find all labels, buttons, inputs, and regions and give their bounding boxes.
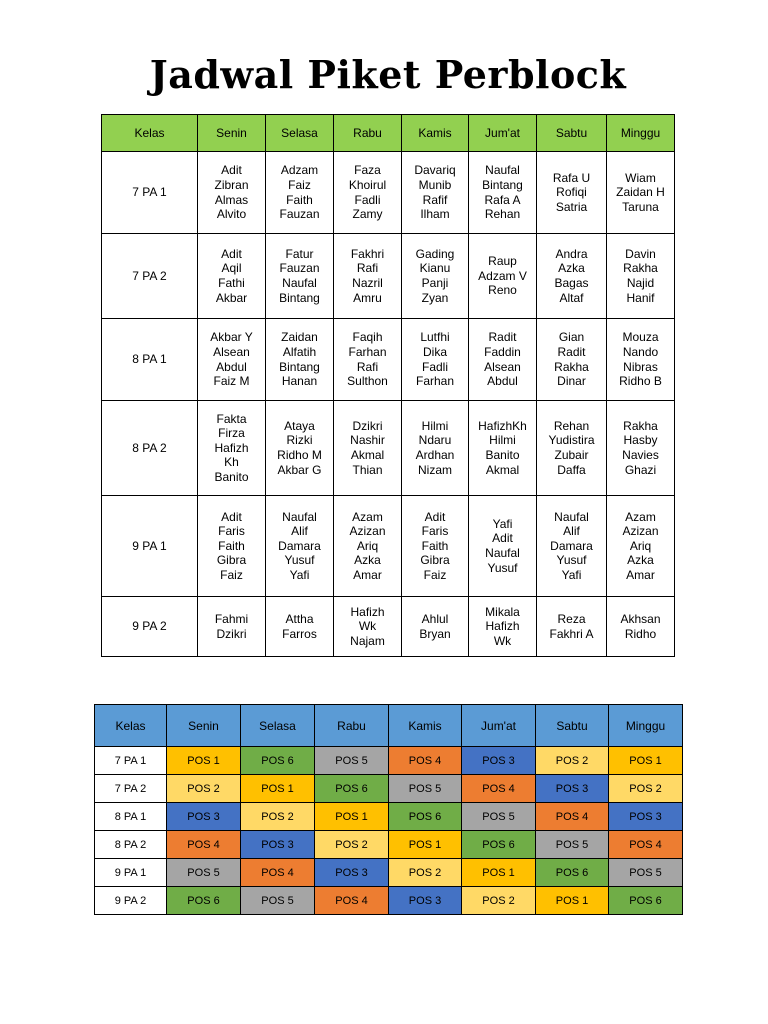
pos-cell: POS 6 xyxy=(241,747,315,775)
student-name: Rafif xyxy=(422,192,448,207)
column-header-selasa: Selasa xyxy=(266,115,334,152)
student-name: Rakha xyxy=(554,359,589,374)
column-header-minggu: Minggu xyxy=(607,115,675,152)
column-header-rabu: Rabu xyxy=(315,705,389,747)
student-name: Faith xyxy=(218,538,245,553)
student-name: Almas xyxy=(214,192,249,207)
student-name: Faith xyxy=(286,192,313,207)
student-name: Hanan xyxy=(281,374,318,389)
student-name: Alsean xyxy=(484,359,521,374)
student-name: Ataya xyxy=(284,418,315,433)
pos-cell: POS 3 xyxy=(462,747,536,775)
student-name: Akbar G xyxy=(277,462,322,477)
pos-cell: POS 1 xyxy=(167,747,241,775)
student-name: Raup xyxy=(488,254,517,269)
student-name: Gading xyxy=(415,246,455,261)
pos-cell: POS 2 xyxy=(167,775,241,803)
student-name: Kh xyxy=(224,455,239,470)
student-name: Hafizh xyxy=(214,440,249,455)
student-name: Adit xyxy=(221,246,242,261)
student-name: Azka xyxy=(558,261,585,276)
student-name: Dzikri xyxy=(216,626,247,641)
student-name: Damara xyxy=(278,538,321,553)
pos-cell: POS 1 xyxy=(315,803,389,831)
student-name: Faris xyxy=(218,524,245,539)
pos-cell: POS 2 xyxy=(462,887,536,915)
table-row xyxy=(102,597,675,657)
student-name: Adit xyxy=(221,509,242,524)
pos-cell: POS 2 xyxy=(315,831,389,859)
kelas-cell: 7 PA 2 xyxy=(95,775,167,803)
column-header-kelas: Kelas xyxy=(95,705,167,747)
student-name: Farhan xyxy=(348,344,387,359)
names-cell xyxy=(469,234,537,319)
page-title: Jadwal Piket Perblock xyxy=(149,52,627,97)
student-name: Fadli xyxy=(354,192,381,207)
pos-cell: POS 1 xyxy=(241,775,315,803)
student-name: Yafi xyxy=(561,567,582,582)
names-cell xyxy=(266,597,334,657)
student-name: Zaidan xyxy=(281,330,318,345)
student-name: Akhsan xyxy=(620,611,661,626)
student-name: Rehan xyxy=(553,418,590,433)
names-cell xyxy=(537,152,607,234)
pos-cell: POS 4 xyxy=(241,859,315,887)
student-name: Azizan xyxy=(349,524,386,539)
pos-cell: POS 4 xyxy=(315,887,389,915)
student-name: Ghazi xyxy=(624,462,657,477)
kelas-cell: 9 PA 1 xyxy=(102,496,198,597)
names-cell xyxy=(198,152,266,234)
student-name: Andra xyxy=(555,246,588,261)
student-name: Rafi xyxy=(356,261,379,276)
pos-cell: POS 5 xyxy=(609,859,683,887)
names-cell xyxy=(198,234,266,319)
table-row xyxy=(95,747,683,775)
student-name: Daffa xyxy=(557,462,586,477)
pos-cell: POS 3 xyxy=(241,831,315,859)
student-name: Azka xyxy=(354,553,381,568)
student-name: Davariq xyxy=(414,163,456,178)
student-name: Nibras xyxy=(623,359,658,374)
student-name: Attha xyxy=(285,611,314,626)
pos-cell: POS 1 xyxy=(462,859,536,887)
student-name: Reza xyxy=(557,611,586,626)
column-header-senin: Senin xyxy=(167,705,241,747)
column-header-kamis: Kamis xyxy=(402,115,469,152)
kelas-cell: 9 PA 2 xyxy=(102,597,198,657)
pos-cell: POS 3 xyxy=(167,803,241,831)
student-name: Najam xyxy=(350,633,385,648)
student-name: Banito xyxy=(214,469,249,484)
names-cell xyxy=(266,319,334,401)
student-name: Faiz M xyxy=(213,374,250,389)
student-name: Ahlul xyxy=(421,611,449,626)
student-name: Zibran xyxy=(214,177,249,192)
names-cell xyxy=(402,319,469,401)
pos-cell: POS 1 xyxy=(389,831,462,859)
student-name: Fahmi xyxy=(214,611,249,626)
pos-cell: POS 4 xyxy=(167,831,241,859)
student-name: Dzikri xyxy=(352,418,383,433)
student-name: Farhan xyxy=(415,374,455,389)
student-name: Faqih xyxy=(352,330,383,345)
student-name: Taruna xyxy=(622,199,659,214)
names-cell xyxy=(469,152,537,234)
names-cell xyxy=(334,496,402,597)
student-name: Fadli xyxy=(421,359,448,374)
student-name: Nashir xyxy=(350,433,385,448)
student-name: Reno xyxy=(488,283,517,298)
student-name: Faiz xyxy=(288,177,311,192)
student-name: Panji xyxy=(421,276,449,290)
pos-cell: POS 5 xyxy=(462,803,536,831)
student-name: Hafizh xyxy=(485,619,520,634)
pos-cell: POS 4 xyxy=(609,831,683,859)
student-name: Davin xyxy=(625,246,656,261)
student-name: Yafi xyxy=(289,567,310,582)
student-name: Nazril xyxy=(352,276,383,290)
kelas-cell: 8 PA 2 xyxy=(95,831,167,859)
student-name: Yafi xyxy=(492,516,513,531)
student-name: Dika xyxy=(422,344,447,359)
column-header-kamis: Kamis xyxy=(389,705,462,747)
pos-cell: POS 3 xyxy=(609,803,683,831)
student-name: Zubair xyxy=(554,448,589,462)
pos-cell: POS 6 xyxy=(609,887,683,915)
names-cell xyxy=(537,597,607,657)
student-name: Yudistira xyxy=(548,433,595,448)
names-cell xyxy=(469,319,537,401)
student-name: Rakha xyxy=(623,261,658,276)
kelas-cell: 7 PA 1 xyxy=(102,152,198,234)
student-name: Alfatih xyxy=(282,344,317,359)
pos-cell: POS 2 xyxy=(241,803,315,831)
names-cell xyxy=(607,234,675,319)
names-cell xyxy=(402,401,469,496)
student-name: Hilmi xyxy=(421,418,449,433)
student-name: Fauzan xyxy=(279,207,320,222)
piket-pos-table xyxy=(94,704,683,915)
student-name: Yusuf xyxy=(556,553,587,568)
kelas-cell: 7 PA 2 xyxy=(102,234,198,319)
table-row xyxy=(95,775,683,803)
student-name: Fatur xyxy=(285,246,314,261)
student-name: Akbar Y xyxy=(210,330,253,345)
student-name: Navies xyxy=(622,448,659,462)
names-cell xyxy=(266,234,334,319)
student-name: Akmal xyxy=(485,462,520,477)
student-name: Hasby xyxy=(623,433,658,448)
student-name: Fauzan xyxy=(279,261,320,276)
student-name: Mikala xyxy=(485,604,520,619)
kelas-cell: 9 PA 2 xyxy=(95,887,167,915)
kelas-cell: 8 PA 2 xyxy=(102,401,198,496)
student-name: Akmal xyxy=(350,448,385,462)
piket-names-table xyxy=(101,114,675,657)
kelas-cell: 8 PA 1 xyxy=(102,319,198,401)
student-name: Khoirul xyxy=(348,177,387,192)
names-cell xyxy=(607,597,675,657)
student-name: Yusuf xyxy=(284,553,315,568)
pos-cell: POS 6 xyxy=(536,859,609,887)
student-name: Amar xyxy=(353,567,382,582)
pos-cell: POS 6 xyxy=(462,831,536,859)
names-cell xyxy=(198,319,266,401)
student-name: Sulthon xyxy=(347,374,388,389)
column-header-rabu: Rabu xyxy=(334,115,402,152)
student-name: Altaf xyxy=(559,290,584,305)
names-cell xyxy=(469,401,537,496)
student-name: Nando xyxy=(622,344,659,359)
pos-cell: POS 5 xyxy=(241,887,315,915)
student-name: Akbar xyxy=(215,290,248,305)
column-header-minggu: Minggu xyxy=(609,705,683,747)
names-cell xyxy=(537,401,607,496)
student-name: Wk xyxy=(493,633,512,648)
pos-cell: POS 2 xyxy=(609,775,683,803)
student-name: Dinar xyxy=(557,374,586,389)
student-name: Ariq xyxy=(356,538,379,553)
table-row xyxy=(102,401,675,496)
student-name: Damara xyxy=(550,538,593,553)
pos-cell: POS 1 xyxy=(609,747,683,775)
names-cell xyxy=(537,234,607,319)
student-name: Adzam xyxy=(280,163,319,178)
student-name: Abdul xyxy=(487,374,518,389)
pos-cell: POS 5 xyxy=(315,747,389,775)
student-name: Faiz xyxy=(220,567,243,582)
student-name: Rafi xyxy=(356,359,379,374)
names-cell xyxy=(334,319,402,401)
student-name: Rehan xyxy=(484,207,521,222)
student-name: Ridho xyxy=(624,626,657,641)
student-name: Gian xyxy=(558,330,585,345)
student-name: Amar xyxy=(626,567,655,582)
pos-cell: POS 4 xyxy=(389,747,462,775)
pos-cell: POS 4 xyxy=(462,775,536,803)
student-name: Bintang xyxy=(279,290,320,305)
student-name: Ardhan xyxy=(415,448,455,462)
names-cell xyxy=(198,496,266,597)
student-name: Munib xyxy=(418,177,452,192)
pos-cell: POS 3 xyxy=(315,859,389,887)
student-name: Zaidan H xyxy=(616,185,665,200)
pos-cell: POS 2 xyxy=(536,747,609,775)
student-name: Naufal xyxy=(282,509,317,524)
student-name: Najid xyxy=(626,276,655,290)
student-name: Hilmi xyxy=(489,433,516,448)
student-name: Aqil xyxy=(221,261,242,276)
names-cell xyxy=(334,597,402,657)
student-name: Faiz xyxy=(423,567,447,582)
names-cell xyxy=(198,401,266,496)
student-name: Amru xyxy=(353,290,382,305)
student-name: Thian xyxy=(352,462,383,477)
column-header-sabtu: Sabtu xyxy=(537,115,607,152)
student-name: Faris xyxy=(421,524,449,539)
names-cell xyxy=(537,319,607,401)
student-name: Alif xyxy=(563,524,580,539)
student-name: Hafizh xyxy=(350,604,385,619)
student-name: Gibra xyxy=(216,553,247,568)
pos-cell: POS 5 xyxy=(536,831,609,859)
names-cell xyxy=(198,597,266,657)
table-row xyxy=(95,887,683,915)
student-name: Wk xyxy=(358,619,377,634)
student-name: Nizam xyxy=(417,462,452,477)
student-name: Adzam V xyxy=(478,268,527,283)
student-name: Firza xyxy=(218,426,245,441)
column-header-senin: Senin xyxy=(198,115,266,152)
kelas-cell: 9 PA 1 xyxy=(95,859,167,887)
student-name: Rafa A xyxy=(484,192,521,207)
student-name: Faza xyxy=(354,163,381,178)
student-name: Naufal xyxy=(485,546,520,560)
student-name: Ariq xyxy=(629,538,652,553)
student-name: Bintang xyxy=(279,359,320,374)
student-name: Ridho B xyxy=(619,374,662,389)
student-name: Naufal xyxy=(554,509,589,524)
pos-cell: POS 6 xyxy=(315,775,389,803)
student-name: Faith xyxy=(421,538,449,553)
student-name: Bryan xyxy=(419,626,451,641)
table-row xyxy=(95,831,683,859)
names-cell xyxy=(607,319,675,401)
column-header-sabtu: Sabtu xyxy=(536,705,609,747)
kelas-cell: 8 PA 1 xyxy=(95,803,167,831)
student-name: Mouza xyxy=(622,330,659,345)
column-header-kelas: Kelas xyxy=(102,115,198,152)
student-name: Radit xyxy=(488,330,517,345)
names-cell xyxy=(266,401,334,496)
names-cell xyxy=(607,152,675,234)
student-name: Azam xyxy=(352,509,383,524)
pos-cell: POS 5 xyxy=(389,775,462,803)
table-row xyxy=(102,234,675,319)
pos-cell: POS 2 xyxy=(389,859,462,887)
student-name: Wiam xyxy=(625,170,656,185)
table-row xyxy=(102,319,675,401)
student-name: Alvito xyxy=(216,207,247,222)
column-header-jum-at: Jum'at xyxy=(469,115,537,152)
student-name: Fakhri xyxy=(350,246,385,261)
student-name: Ndaru xyxy=(418,433,452,448)
names-cell xyxy=(607,401,675,496)
student-name: Rizki xyxy=(286,433,313,448)
names-cell xyxy=(402,152,469,234)
names-cell xyxy=(469,496,537,597)
student-name: Fathi xyxy=(218,276,245,290)
student-name: Fakhri A xyxy=(549,626,594,641)
table-header-row xyxy=(95,705,683,747)
student-name: Ilham xyxy=(420,207,450,222)
student-name: Azizan xyxy=(622,524,659,539)
student-name: HafizhKh xyxy=(478,418,527,433)
student-name: Yusuf xyxy=(487,560,518,575)
pos-cell: POS 3 xyxy=(389,887,462,915)
student-name: Zyan xyxy=(421,290,449,305)
student-name: Farros xyxy=(282,626,317,641)
pos-cell: POS 3 xyxy=(536,775,609,803)
pos-cell: POS 4 xyxy=(536,803,609,831)
names-cell xyxy=(469,597,537,657)
table-row xyxy=(95,859,683,887)
student-name: Gibra xyxy=(420,553,450,568)
table-row xyxy=(102,496,675,597)
student-name: Alsean xyxy=(213,344,250,359)
student-name: Rafa U xyxy=(552,170,591,185)
student-name: Rofiqi xyxy=(556,185,587,200)
kelas-cell: 7 PA 1 xyxy=(95,747,167,775)
student-name: Satria xyxy=(555,199,588,214)
student-name: Lutfhi xyxy=(420,330,450,345)
names-cell xyxy=(334,401,402,496)
student-name: Bintang xyxy=(482,177,523,192)
student-name: Radit xyxy=(557,344,586,359)
student-name: Alif xyxy=(291,524,308,539)
names-cell xyxy=(266,152,334,234)
names-cell xyxy=(402,234,469,319)
student-name: Abdul xyxy=(216,359,247,374)
pos-cell: POS 5 xyxy=(167,859,241,887)
student-name: Faddin xyxy=(484,344,521,359)
student-name: Rakha xyxy=(623,418,658,433)
student-name: Banito xyxy=(485,448,520,462)
student-name: Naufal xyxy=(282,276,317,290)
student-name: Zamy xyxy=(352,207,383,222)
student-name: Ridho M xyxy=(277,448,322,462)
student-name: Adit xyxy=(424,509,446,524)
pos-cell: POS 1 xyxy=(536,887,609,915)
student-name: Bagas xyxy=(554,276,589,290)
student-name: Azka xyxy=(627,553,654,568)
pos-cell: POS 6 xyxy=(167,887,241,915)
student-name: Naufal xyxy=(485,163,520,178)
student-name: Adit xyxy=(221,163,242,178)
student-name: Fakta xyxy=(216,411,247,426)
pos-cell: POS 6 xyxy=(389,803,462,831)
names-cell xyxy=(402,496,469,597)
table-row xyxy=(95,803,683,831)
student-name: Adit xyxy=(492,531,513,546)
names-cell xyxy=(402,597,469,657)
student-name: Kianu xyxy=(419,261,451,276)
column-header-jum-at: Jum'at xyxy=(462,705,536,747)
student-name: Hanif xyxy=(626,290,655,305)
table-header-row xyxy=(102,115,675,152)
column-header-selasa: Selasa xyxy=(241,705,315,747)
table-row xyxy=(102,152,675,234)
names-cell xyxy=(266,496,334,597)
names-cell xyxy=(537,496,607,597)
student-name: Azam xyxy=(625,509,656,524)
names-cell xyxy=(334,234,402,319)
names-cell xyxy=(607,496,675,597)
names-cell xyxy=(334,152,402,234)
